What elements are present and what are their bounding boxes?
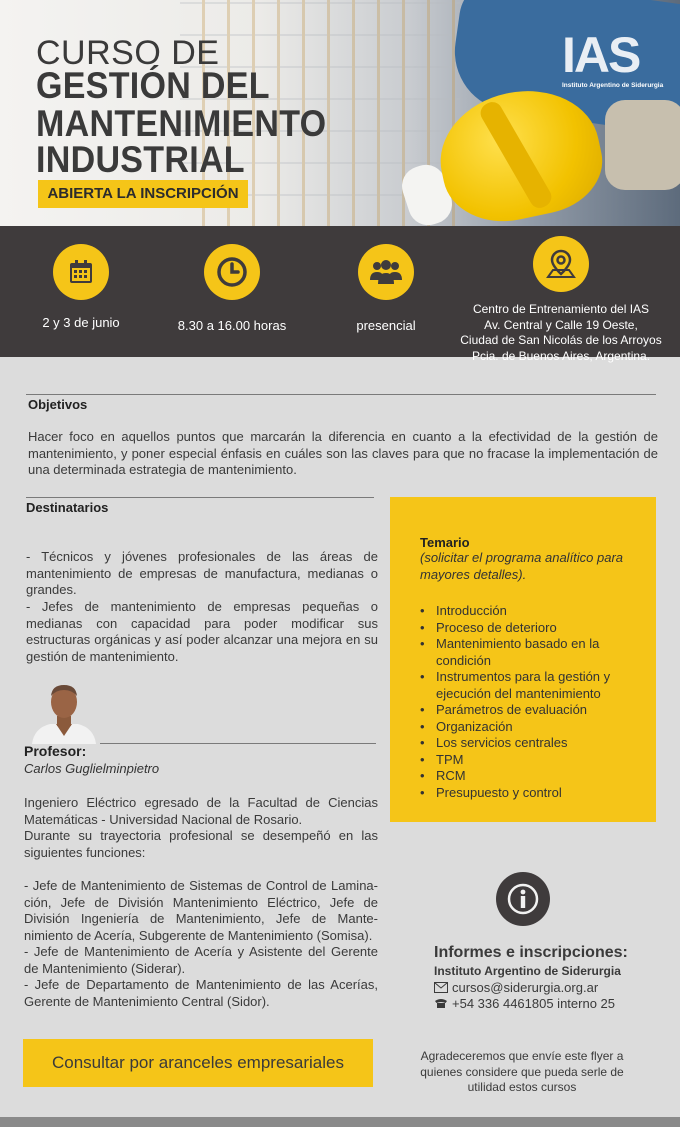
location-line-2: Av. Central y Calle 19 Oeste,: [484, 317, 638, 332]
audience-item-1: - Técnicos y jóvenes profesionales de las áreas de mantenimiento de empresas de manufactura, medianas o grandes.: [26, 549, 378, 597]
professor-role-2: - Jefe de Mantenimiento de Acería y Asistente del Gerente de Mantenimiento (Siderar).: [24, 944, 378, 976]
logo-subtitle: Instituto Argentino de Siderurgia: [562, 82, 664, 89]
phone-icon: [434, 998, 448, 1009]
divider: [26, 497, 374, 498]
objectives-heading: Objetivos: [28, 397, 88, 412]
list-item: • RCM: [420, 768, 634, 785]
registration-open-badge: ABIERTA LA INSCRIPCIÓN: [38, 180, 248, 208]
envelope-icon: [434, 982, 448, 993]
location-line-3: Ciudad de San Nicolás de los Arroyos: [460, 333, 662, 347]
list-item: • Proceso de deterioro: [420, 620, 634, 637]
professor-role-1: - Jefe de Mantenimiento de Sistemas de Control de Lamina-ción, Jefe de División Mantenimiento Eléctrico, Jefe de División Ingeniería de Mantenimiento, Jefe de Mante-nimiento de Acería, Subgerente de Mantenimiento (Somisa).: [24, 878, 378, 943]
syllabus-note: (solicitar el programa analítico para mayores detalles).: [420, 550, 624, 582]
professor-bio-1: Ingeniero Eléctrico egresado de la Facultad de Ciencias Matemáticas - Universidad Nacional de Rosario.: [24, 795, 378, 827]
syllabus-list: [420, 603, 634, 801]
contact-email-row: [434, 980, 598, 995]
info-band: [0, 226, 680, 363]
contact-heading: Informes e inscripciones:: [434, 944, 628, 961]
map-pin-icon: [533, 236, 589, 292]
course-title-line-3: INDUSTRIAL: [36, 139, 245, 180]
list-item: • Instrumentos para la gestión y ejecución del mantenimiento: [420, 669, 634, 702]
share-footnote: Agradeceremos que envíe este flyer a quienes considere que pueda serle de utilidad estos cursos: [420, 1049, 624, 1094]
corporate-pricing-button[interactable]: Consultar por aranceles empresariales: [23, 1039, 373, 1087]
professor-role-3: - Jefe de Departamento de Mantenimiento de las Acerías, Gerente de Mantenimiento Central (Sidor).: [24, 977, 378, 1009]
list-item: • TPM: [420, 752, 634, 769]
divider: [100, 743, 376, 744]
contact-phone-row: [434, 996, 615, 1011]
list-item: • Mantenimiento basado en la condición: [420, 636, 634, 669]
contact-phone[interactable]: +54 336 4461805 interno 25: [452, 996, 616, 1011]
list-item: • Presupuesto y control: [420, 785, 634, 802]
contact-email[interactable]: cursos@siderurgia.org.ar: [452, 980, 599, 995]
contact-organization: Instituto Argentino de Siderurgia: [434, 964, 621, 978]
location-line-4: Pcia. de Buenos Aires, Argentina.: [471, 348, 651, 363]
course-title-prefix: CURSO DE: [36, 34, 220, 72]
divider: [26, 394, 656, 395]
course-title-line-2: MANTENIMIENTO: [36, 103, 327, 144]
professor-name: Carlos Guglielminpietro: [24, 761, 160, 776]
ias-logo: [562, 27, 666, 92]
people-icon: [358, 244, 414, 300]
calendar-icon: [53, 244, 109, 300]
info-location: [456, 236, 666, 364]
modality-text: presencial: [356, 318, 416, 333]
syllabus-heading: Temario: [420, 535, 470, 550]
info-modality: [336, 244, 436, 334]
syllabus-box: [390, 497, 656, 822]
clock-icon: [204, 244, 260, 300]
bottom-bar: [0, 1117, 680, 1127]
list-item: • Organización: [420, 719, 634, 736]
location-line-1: Centro de Entrenamiento del IAS: [472, 302, 650, 316]
audience-heading: Destinatarios: [26, 500, 109, 515]
audience-item-2: - Jefes de mantenimiento de empresas pequeñas o medianas con capacidad para poder modificar sus estructuras orgánicas y así poder alcanzar una mejora en su gestión de mantenimiento.: [26, 599, 378, 664]
list-item: • Parámetros de evaluación: [420, 702, 634, 719]
info-date: [26, 244, 136, 331]
list-item: • Los servicios centrales: [420, 735, 634, 752]
info-icon: [496, 872, 550, 926]
logo-text: IAS: [562, 27, 640, 83]
course-title-line-1: GESTIÓN DEL: [36, 65, 270, 106]
location-text: [456, 302, 666, 364]
professor-bio-2: Durante su trayectoria profesional se desempeñó en las siguientes funciones:: [24, 828, 378, 860]
professor-photo: [26, 682, 102, 744]
date-text: 2 y 3 de junio: [42, 315, 120, 330]
hero-banner: [0, 0, 680, 226]
list-item: • Introducción: [420, 603, 634, 620]
professor-label: Profesor:: [24, 743, 87, 759]
info-time: [167, 244, 297, 334]
glove-image: [605, 100, 680, 190]
objectives-text: Hacer foco en aquellos puntos que marcarán la diferencia en cuanto a la efectividad de la gestión de mantenimiento, y poner especial énfasis en cuáles son las claves para que no fracase la implementación de una determinada estrategia de mantenimiento.: [28, 429, 658, 477]
time-text: 8.30 a 16.00 horas: [177, 318, 287, 333]
